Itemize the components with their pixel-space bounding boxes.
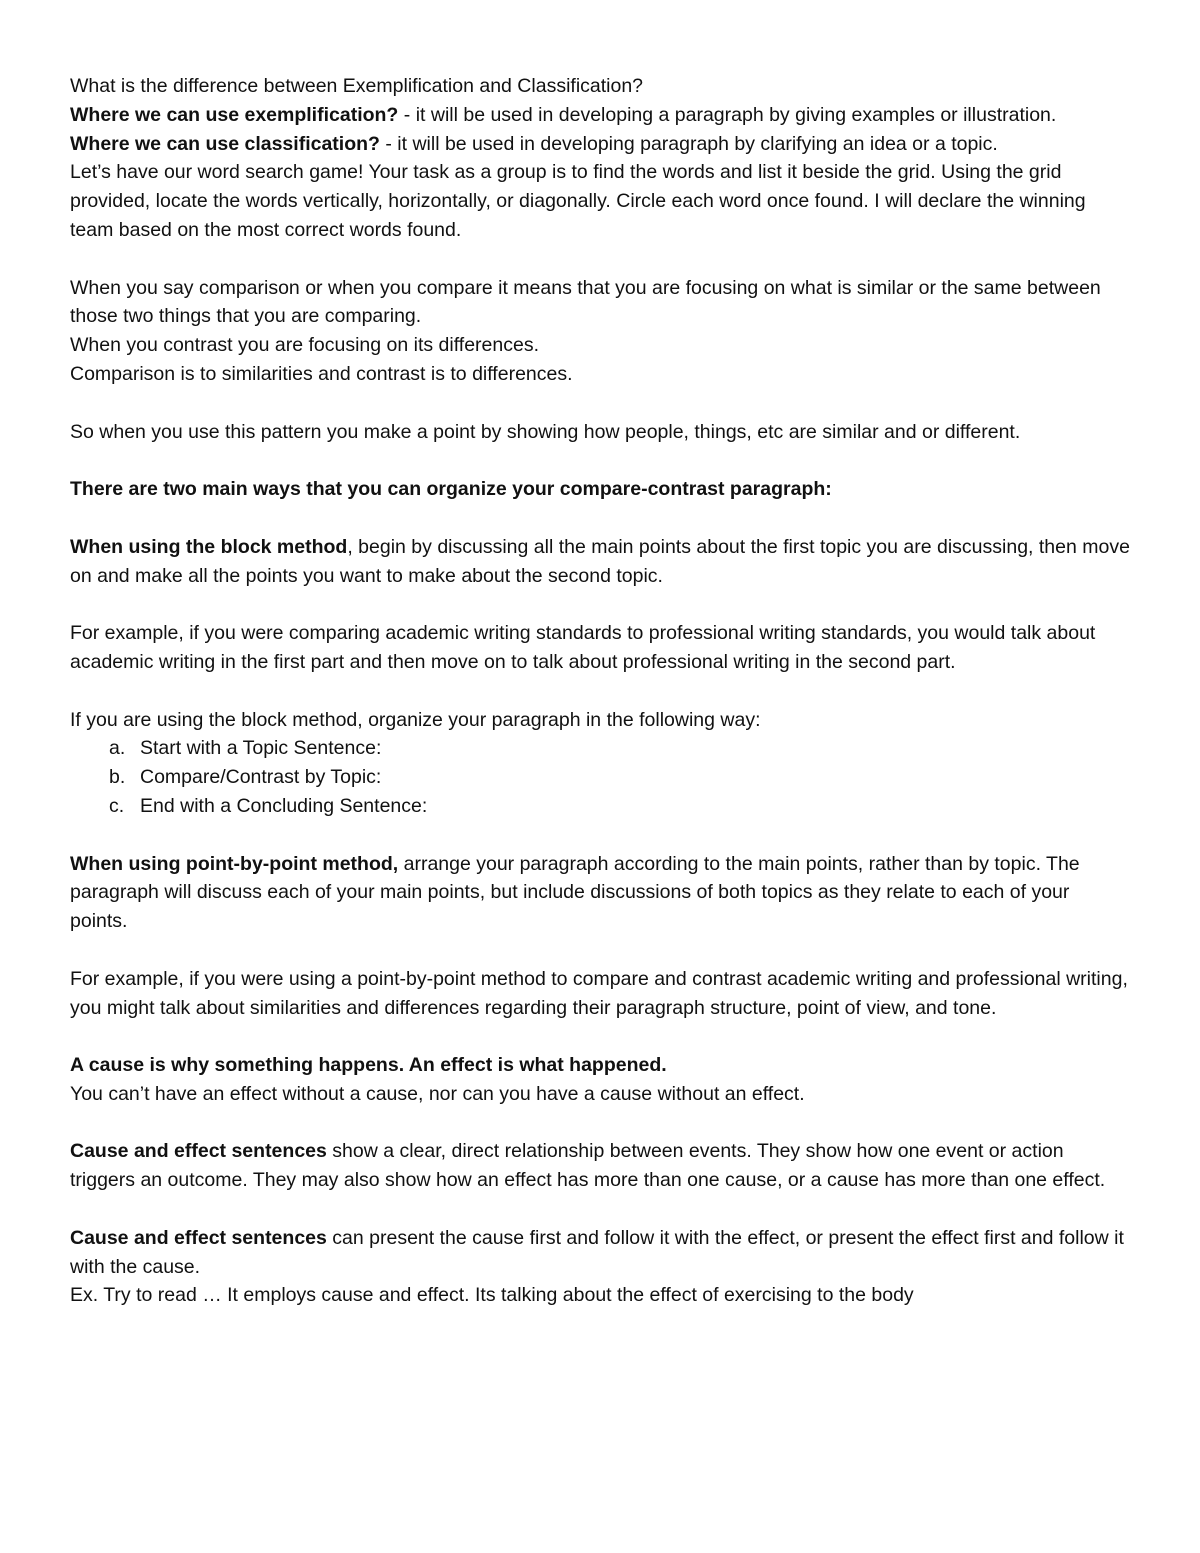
block-method-label: When using the block method [70, 535, 348, 558]
comparison-summary: Comparison is to similarities and contrast is to differences. [70, 362, 573, 385]
point-method-example: For example, if you were using a point-by-point method to compare and contrast academic writing and professional writing, you might talk about similarities and differences regarding their paragraph structure, point of view, and tone. [70, 967, 1128, 1019]
comparison-definition: When you say comparison or when you compare it means that you are focusing on what is similar or the same between those two things that you are comparing. [70, 276, 1101, 328]
point-method-paragraph [70, 850, 1132, 936]
cause-effect-text: show a clear, direct relationship between events. They show how one event or action triggers an outcome. They may also show how an effect has more than one cause, or a cause has more than one effect. [70, 1140, 1106, 1192]
exemplification-paragraph [70, 101, 1132, 130]
block-method-text: , begin by discussing all the main points about the first topic you are discussing, then move on and make all the points you want to make about the second topic. [70, 535, 1130, 587]
cause-effect-example: Ex. Try to read … It employs cause and effect. Its talking about the effect of exercising to the body [70, 1284, 914, 1307]
cause-effect-paragraph-1 [70, 1137, 1132, 1195]
list-item-text: Start with a Topic Sentence: [140, 737, 382, 760]
point-method-text: arrange your paragraph according to the main points, rather than by topic. The paragraph will discuss each of your main points, but include discussions of both topics as they relate to each of your points. [70, 852, 1080, 933]
classification-text: - it will be used in developing paragraph by clarifying an idea or a topic. [379, 132, 998, 155]
cause-effect-paragraph-2 [70, 1224, 1132, 1282]
block-method-paragraph [70, 533, 1132, 591]
intro-question: What is the difference between Exemplification and Classification? [70, 75, 644, 97]
organize-heading: There are two main ways that you can organize your compare-contrast paragraph: [70, 478, 832, 501]
word-search-instructions: Let’s have our word search game! Your task as a group is to find the words and list it beside the grid. Using the grid provided, locate the words vertically, horizontally, or diagonally. Circle each word once found. I will declare the winning team based on the most correct words found. [70, 161, 1086, 241]
block-method-steps [70, 734, 1132, 820]
list-marker: b. [109, 766, 126, 789]
exemplification-label: Where we can use exemplification? [70, 103, 399, 126]
exemplification-text: - it will be used in developing a paragraph by giving examples or illustration. [398, 103, 1057, 126]
cause-effect-heading: A cause is why something happens. An effect is what happened. [70, 1054, 667, 1077]
point-method-label: When using point-by-point method, [70, 852, 399, 875]
cause-effect-label: Cause and effect sentences [70, 1140, 327, 1163]
classification-label: Where we can use classification? [70, 132, 380, 155]
cause-effect-line: You can’t have an effect without a cause, nor can you have a cause without an effect. [70, 1082, 805, 1105]
list-item-text: End with a Concluding Sentence: [140, 794, 428, 817]
list-item [70, 763, 1132, 792]
document-page [70, 72, 1132, 1310]
list-item [70, 792, 1132, 821]
list-marker: c. [109, 794, 125, 817]
list-item-text: Compare/Contrast by Topic: [140, 766, 382, 789]
list-item [70, 734, 1132, 763]
contrast-definition: When you contrast you are focusing on its differences. [70, 334, 539, 357]
classification-paragraph [70, 130, 1132, 159]
block-method-example: For example, if you were comparing academic writing standards to professional writing standards, you would talk about academic writing in the first part and then move on to talk about professional writing in the second part. [70, 622, 1096, 673]
block-method-organize-intro: If you are using the block method, organize your paragraph in the following way: [70, 708, 761, 731]
cause-effect-text: can present the cause first and follow it with the effect, or present the effect first and follow it with the cause. [70, 1226, 1124, 1278]
list-marker: a. [109, 737, 126, 760]
cause-effect-label: Cause and effect sentences [70, 1226, 327, 1249]
pattern-explanation: So when you use this pattern you make a point by showing how people, things, etc are similar and or different. [70, 420, 1021, 443]
